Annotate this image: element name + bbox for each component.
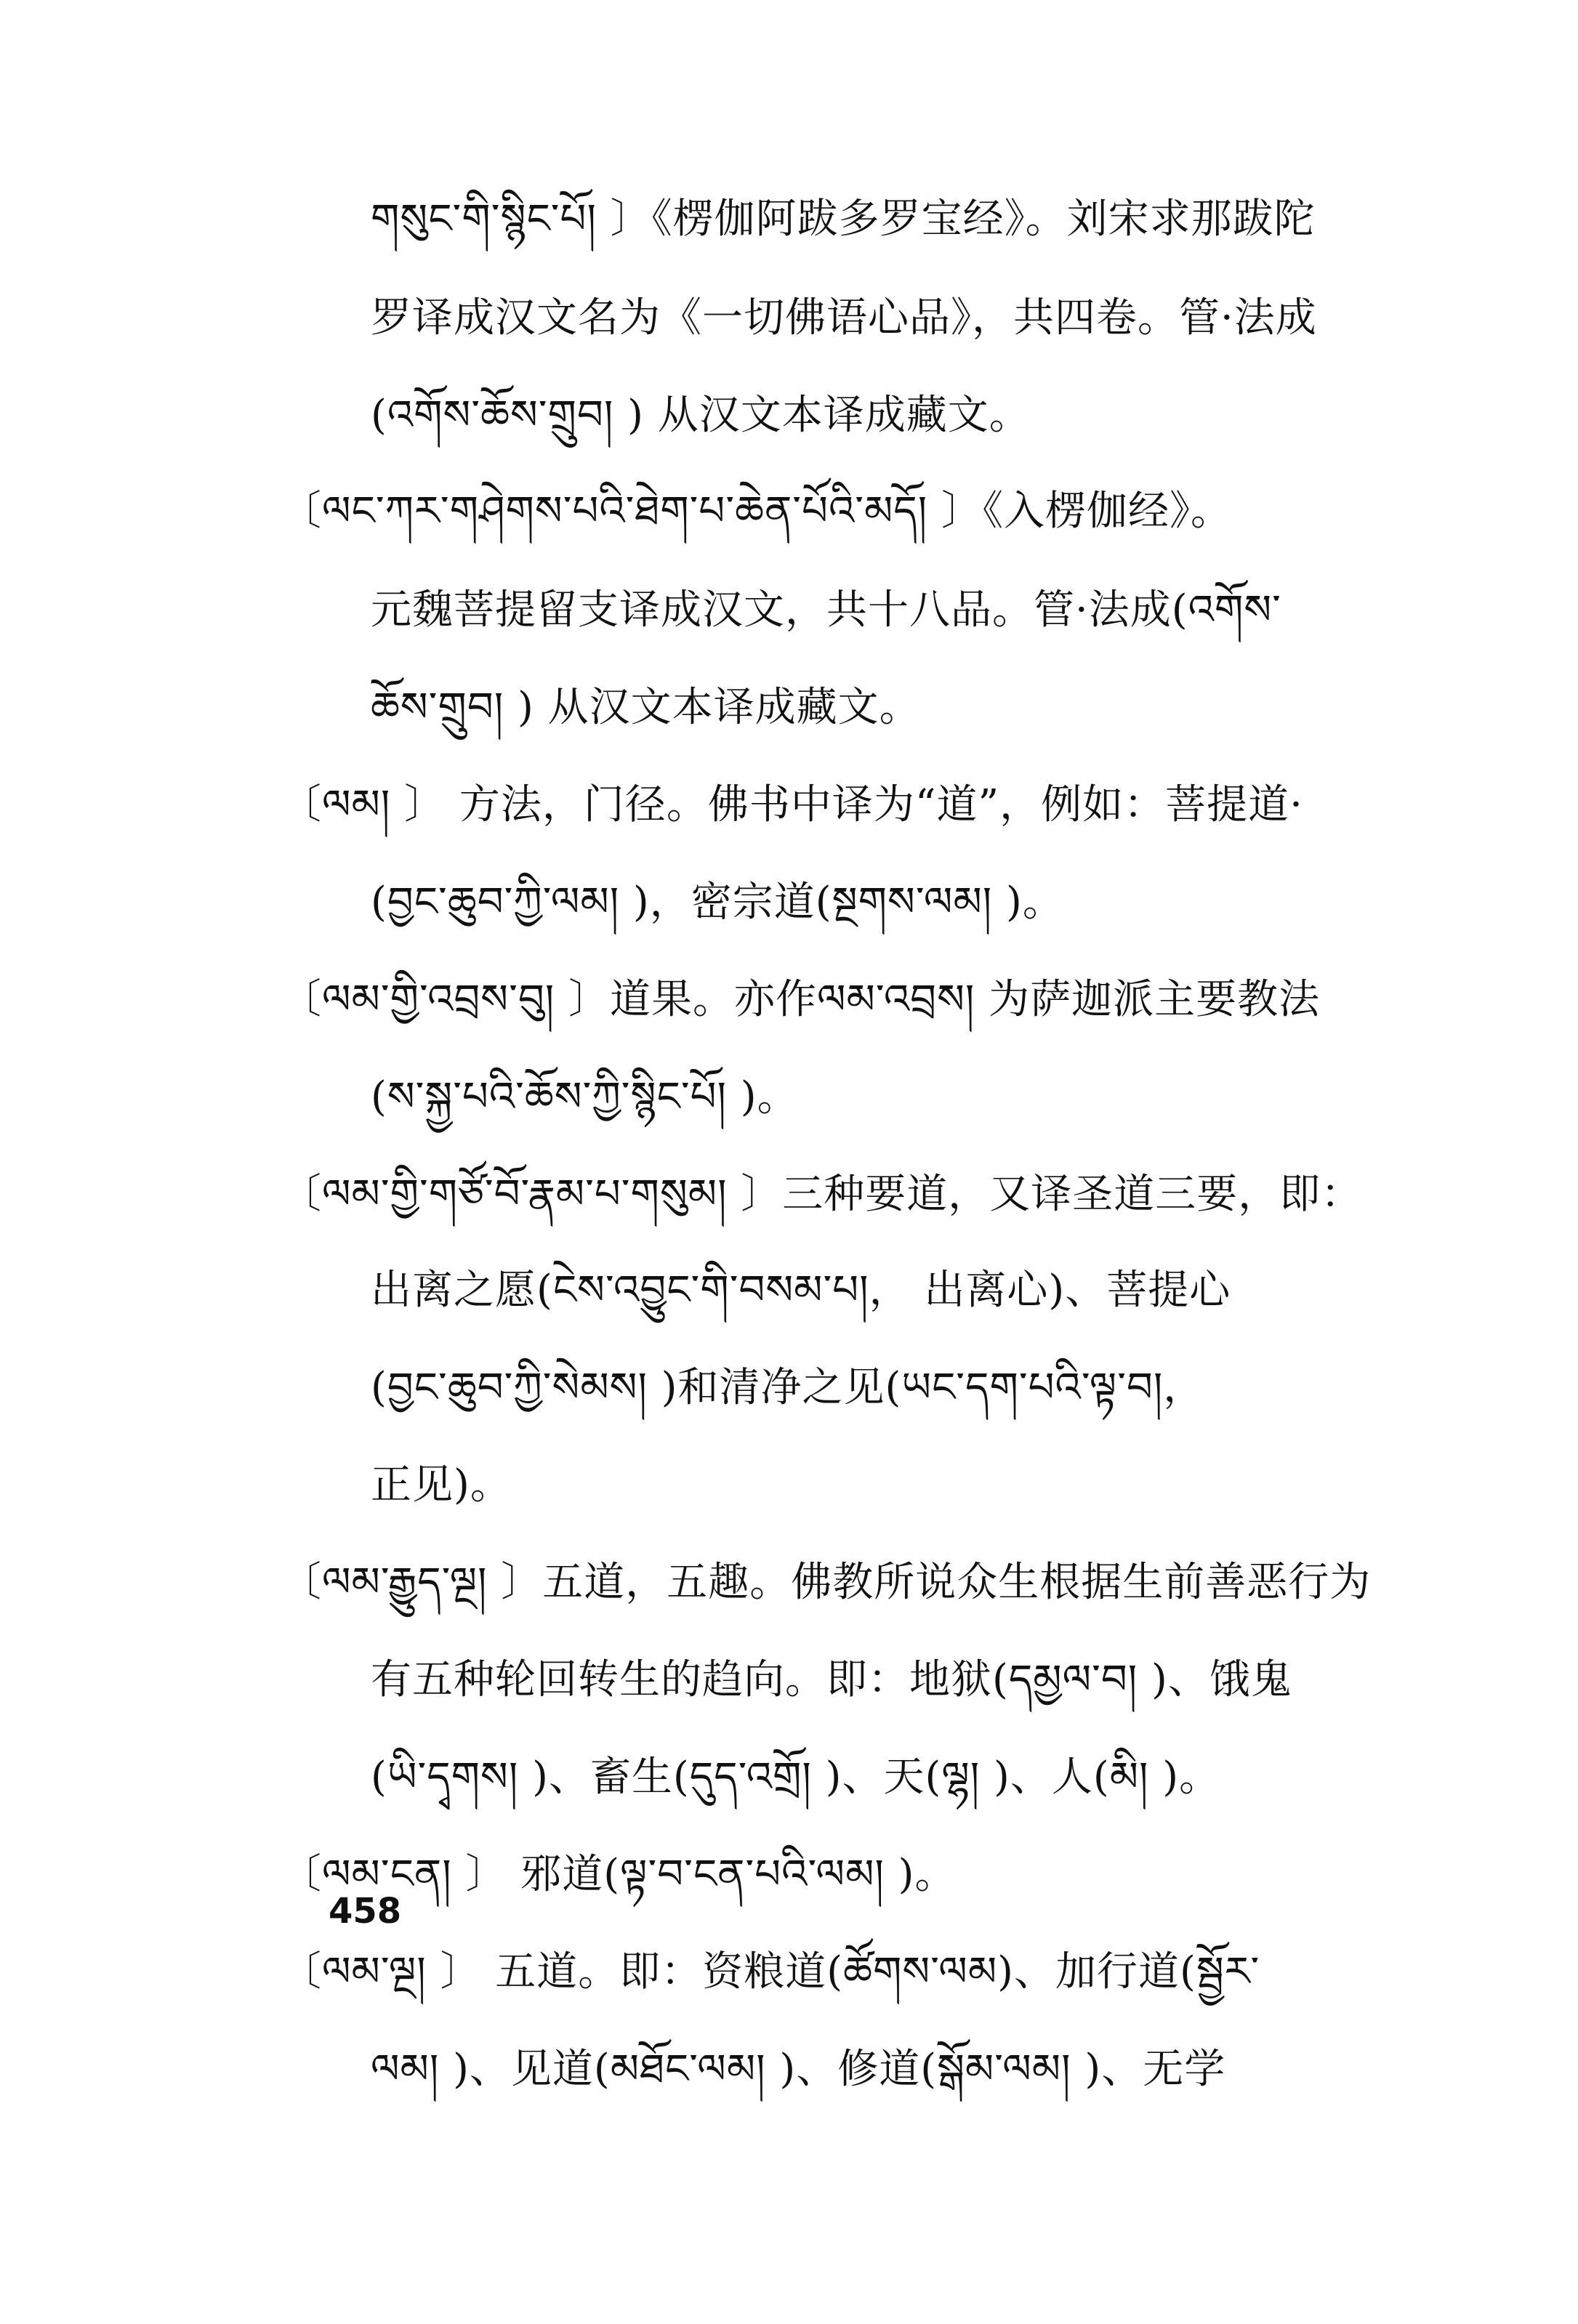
entry-line: (འགོས་ཆོས་གྲུབ། ) 从汉文本译成藏文。 bbox=[371, 392, 1031, 439]
entry-line: 〔ལམ་གྱི་འབྲས་བུ། 〕道果。亦作ལམ་འབྲས། 为萨迦派主要教法 bbox=[281, 976, 1321, 1023]
entry-line: 正见)。 bbox=[371, 1461, 512, 1509]
entry-line: གསུང་གི་སྙིང་པོ། 〕《楞伽阿跋多罗宝经》。刘宋求那跋陀 bbox=[371, 195, 1316, 243]
entry-line: (བྱང་ཆུབ་ཀྱི་སེམས། )和清净之见(ཡང་དག་པའི་ལྟ་བ།， bbox=[371, 1364, 1205, 1411]
entry-line: 罗译成汉文名为《一切佛语心品》，共四卷。管·法成 bbox=[371, 294, 1317, 342]
entry-line: 元魏菩提留支译成汉文，共十八品。管·法成(འགོས་ bbox=[371, 586, 1281, 634]
entry-line: (ཡི་དྭགས། )、畜生(དུད་འགྲོ། )、天(ལྷ། )、人(མི། )。 bbox=[371, 1754, 1221, 1801]
entry-line: 〔ལམ་གྱི་གཙོ་བོ་རྣམ་པ་གསུམ། 〕三种要道，又译圣道三要，即： bbox=[281, 1171, 1363, 1218]
page-number: 458 bbox=[329, 1891, 402, 1932]
entry-line: 出离之愿(ངེས་འབྱུང་གི་བསམ་པ།， 出离心)、菩提心 bbox=[371, 1267, 1231, 1314]
entry-line: 〔ལམ་རྒྱུད་ལྔ། 〕五道，五趣。佛教所说众生根据生前善恶行为 bbox=[281, 1559, 1372, 1606]
entry-line: 有五种轮回转生的趋向。即：地狱(དམྱལ་བ། )、饿鬼 bbox=[371, 1656, 1292, 1703]
entry-line: 〔ལམ་ངན། 〕 邪道(ལྟ་བ་ངན་པའི་ལམ། )。 bbox=[281, 1851, 957, 1898]
entry-line: 〔ལང་ཀར་གཤེགས་པའི་ཐེག་པ་ཆེན་པོའི་མདོ། 〕《入楞伽经》。 bbox=[281, 488, 1232, 535]
entry-line: (ས་སྐྱ་པའི་ཆོས་ཀྱི་སྙིང་པོ། )。 bbox=[371, 1073, 799, 1121]
entry-line: ཆོས་གྲུབ། ) 从汉文本译成藏文。 bbox=[371, 684, 921, 731]
entry-line: ལམ། )、见道(མཐོང་ལམ། )、修道(སྒོམ་ལམ། )、无学 bbox=[371, 2046, 1226, 2093]
entry-line: 〔ལམ་ལྔ། 〕 五道。即：资粮道(ཚོགས་ལམ)、加行道(སྦྱོར་ bbox=[281, 1948, 1260, 1996]
entry-line: (བྱང་ཆུབ་ཀྱི་ལམ། )，密宗道(སྔགས་ལམ། )。 bbox=[371, 879, 1064, 926]
entry-line: 〔ལམ། 〕 方法，门径。佛书中译为“道”，例如：菩提道· bbox=[281, 781, 1303, 828]
